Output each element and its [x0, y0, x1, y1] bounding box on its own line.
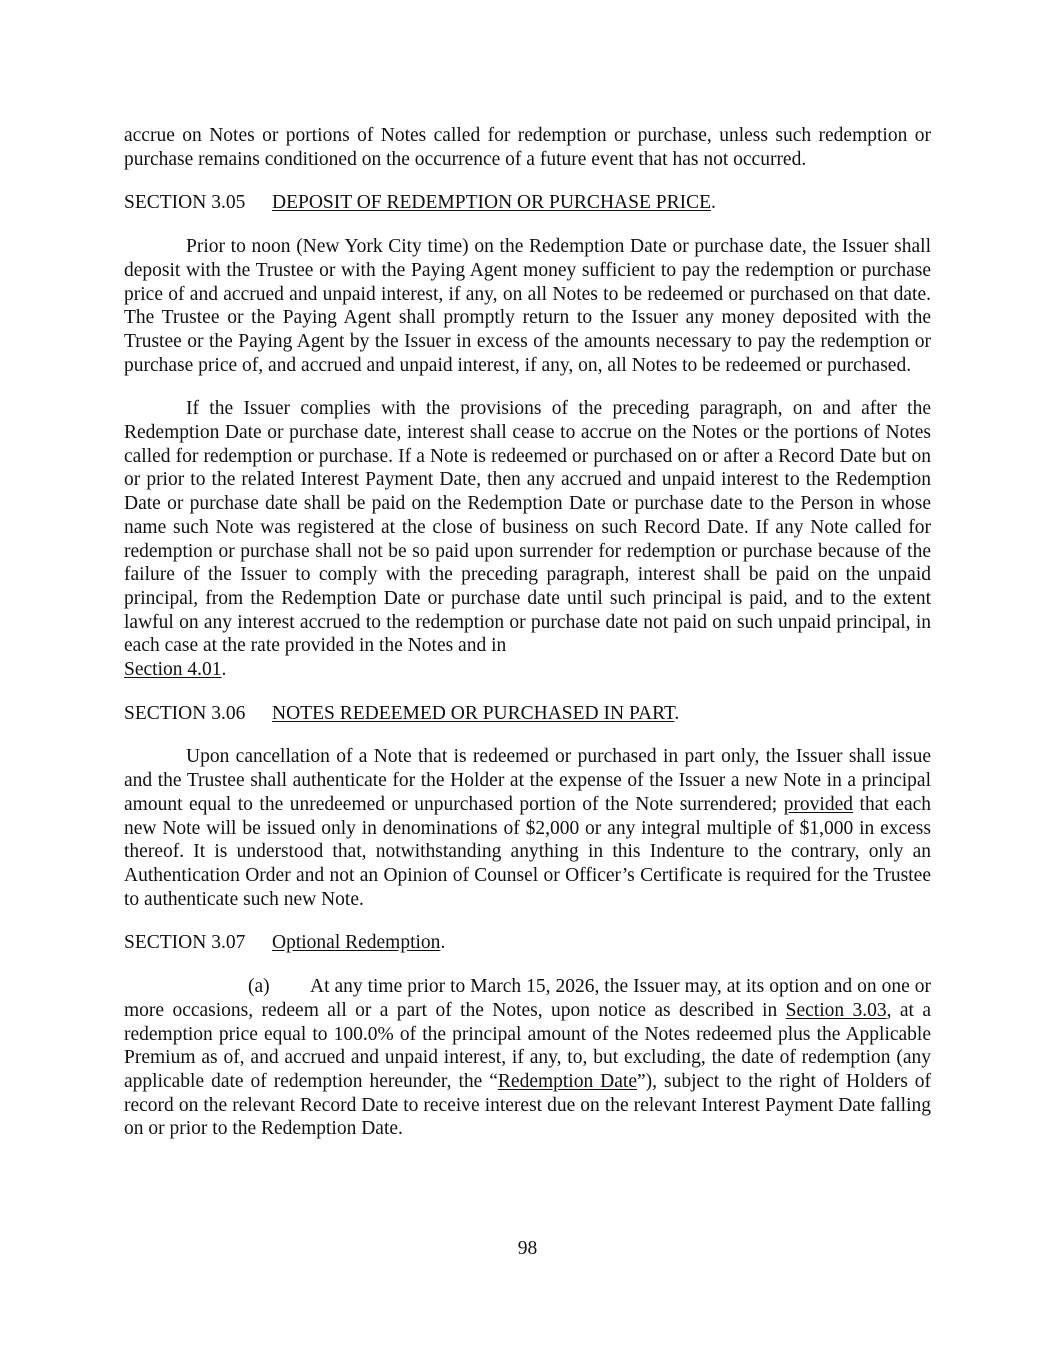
- section-reference-link: Section 3.03: [785, 999, 887, 1021]
- section-title: Optional Redemption: [272, 932, 441, 954]
- subsection-label: (a): [248, 976, 270, 998]
- section-3-07-subsection-a: [124, 975, 931, 1141]
- section-3-05-heading: SECTION 3.05 DEPOSIT OF REDEMPTION OR PURCHASE PRICE.: [124, 192, 716, 214]
- continuation-paragraph: accrue on Notes or portions of Notes called for redemption or purchase, unless such redemption or purchase remains conditioned on the occurrence of a future event that has not occurred.: [124, 125, 931, 170]
- paragraph-text: ”), subject to the right of Holders of record on the relevant Record Date to receive interest due on the relevant Interest Payment Date falling on or prior to the Redemption Date.: [124, 1070, 931, 1140]
- punctuation: .: [221, 659, 227, 681]
- section-reference-link: Section 4.01: [124, 659, 222, 681]
- paragraph-text: If the Issuer complies with the provisions of the preceding paragraph, on and after the Redemption Date or purchase date, interest shall cease to accrue on the Notes or the portions of Notes called for redemption or purchase. If a Note is redeemed or purchased on or after a Record Date but on or prior to the related Interest Payment Date, then any accrued and unpaid interest to the Redemption Date or purchase date shall be paid on the Redemption Date or purchase date to the Person in whose name such Note was registered at the close of business on such Record Date. If any Note called for redemption or purchase shall not be so paid upon surrender for redemption or purchase because of the failure of the Issuer to comply with the preceding paragraph, interest shall be paid on the unpaid principal, from the Redemption Date or purchase date until such principal is paid, and to the extent lawful on any interest accrued to the redemption or purchase date not paid on such unpaid principal, in each case at the rate provided in the Notes and in: [124, 398, 931, 657]
- provided-term: provided: [783, 793, 854, 815]
- document-page: [124, 124, 931, 1141]
- section-3-06-heading: SECTION 3.06 NOTES REDEEMED OR PURCHASED IN PART.: [124, 702, 680, 724]
- paragraph-text: , at a redemption price equal to 100.0% of the principal amount of the Notes redeemed plus the Applicable Premium as of, and accrued and unpaid interest, if any, to, but excluding, the date of redemption (any applicable date of redemption hereunder, the “: [124, 999, 932, 1092]
- paragraph-text: that each new Note will be issued only in denominations of $2,000 or any integral multiple of $1,000 in excess thereof. It is understood that, notwithstanding anything in this Indenture to the contrary, only an Authentication Order and not an Opinion of Counsel or Officer’s Certificate is required for the Trustee to authenticate such new Note.: [124, 793, 931, 910]
- section-number: SECTION 3.06: [124, 702, 246, 724]
- section-3-05-paragraph-2: [124, 397, 931, 681]
- paragraph-text: At any time prior to March 15, 2026, the Issuer may, at its option and on one or more occasions, redeem all or a part of the Notes, upon notice as described in: [124, 976, 931, 1021]
- section-3-05-paragraph-1: Prior to noon (New York City time) on the Redemption Date or purchase date, the Issuer shall deposit with the Trustee or with the Paying Agent money sufficient to pay the redemption or purchase price of and accrued and unpaid interest, if any, on all Notes to be redeemed or purchased on that date. The Trustee or the Paying Agent shall promptly return to the Issuer any money deposited with the Trustee or the Paying Agent by the Issuer in excess of the amounts necessary to pay the redemption or purchase price of, and accrued and unpaid interest, if any, on, all Notes to be redeemed or purchased.: [124, 236, 931, 376]
- paragraph-text: Upon cancellation of a Note that is redeemed or purchased in part only, the Issuer shall issue and the Trustee shall authenticate for the Holder at the expense of the Issuer a new Note in a principal amount equal to the unredeemed or unpurchased portion of the Note surrendered;: [124, 746, 931, 815]
- section-title: DEPOSIT OF REDEMPTION OR PURCHASE PRICE: [272, 192, 711, 214]
- section-3-06-paragraph-1: [124, 745, 931, 911]
- defined-term: Redemption Date: [497, 1070, 637, 1092]
- section-3-07-heading: SECTION 3.07 Optional Redemption.: [124, 932, 446, 954]
- section-number: SECTION 3.07: [124, 932, 246, 954]
- page-number: 98: [517, 1238, 538, 1259]
- section-number: SECTION 3.05: [124, 192, 246, 214]
- section-title: NOTES REDEEMED OR PURCHASED IN PART: [272, 702, 675, 724]
